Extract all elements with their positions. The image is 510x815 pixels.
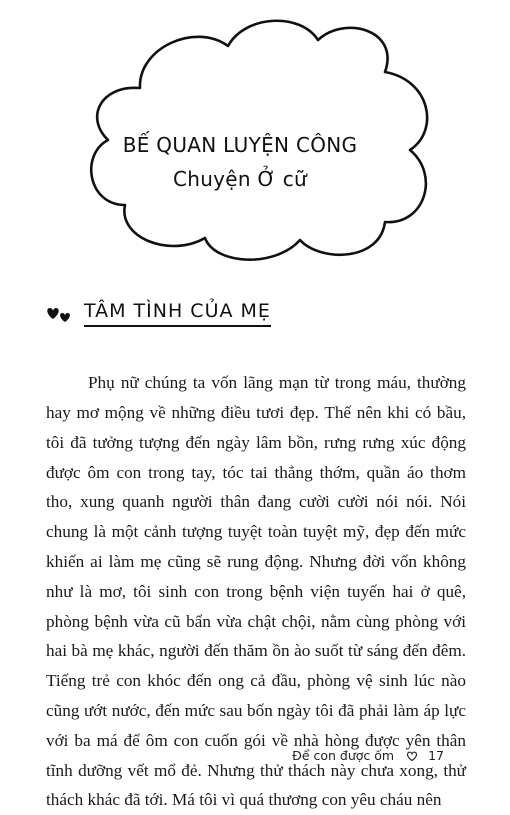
section-heading: TÂM TÌNH CỦA MẸ (84, 300, 271, 327)
hearts-icon (44, 303, 74, 325)
page-number: 17 (428, 748, 444, 763)
heart-outline-icon (406, 750, 418, 762)
section-header (44, 300, 271, 327)
footer-book-title: Để con được ốm (292, 748, 395, 763)
body-paragraph: Phụ nữ chúng ta vốn lãng mạn từ trong máu, thường hay mơ mộng về những điều tươi đẹp. Thế nên khi có bầu, tôi đã tưởng tượng đến ngày lâm bồn, rưng rưng xúc động được ôm con trong tay, tóc tai thẳng thớm, quần áo thơm tho, xung quanh người thân đang cười cười nói nói. Nói chung là một cảnh tượng tuyệt toàn tuyệt mỹ, đẹp đến mức khiến ai làm mẹ cũng sẽ rung động. Nhưng đời vốn không như là mơ, tôi sinh con trong bệnh viện tuyến hai ở quê, phòng bệnh vừa cũ bẩn vừa chật chội, nằm cùng phòng với hai bà mẹ khác, người đến thăm ồn ào suốt từ sáng đến đêm. Tiếng trẻ con khóc đến ong cả đầu, phòng vệ sinh lúc nào cũng ướt nước, đến mức sau bốn ngày tôi đã phải làm áp lực với ba má để ôm con cuốn gói về nhà hòng được yên thân tĩnh dưỡng vết mổ đẻ. Nhưng thử thách này chưa xong, thử thách khác đã tới. Má tôi vì quá thương con yêu cháu nên (46, 373, 466, 810)
chapter-title-line2: Chuyện Ở cữ (172, 167, 308, 191)
chapter-title-line1: BẾ QUAN LUYỆN CÔNG (122, 133, 358, 157)
chapter-title (110, 128, 370, 196)
page-footer (292, 748, 444, 763)
